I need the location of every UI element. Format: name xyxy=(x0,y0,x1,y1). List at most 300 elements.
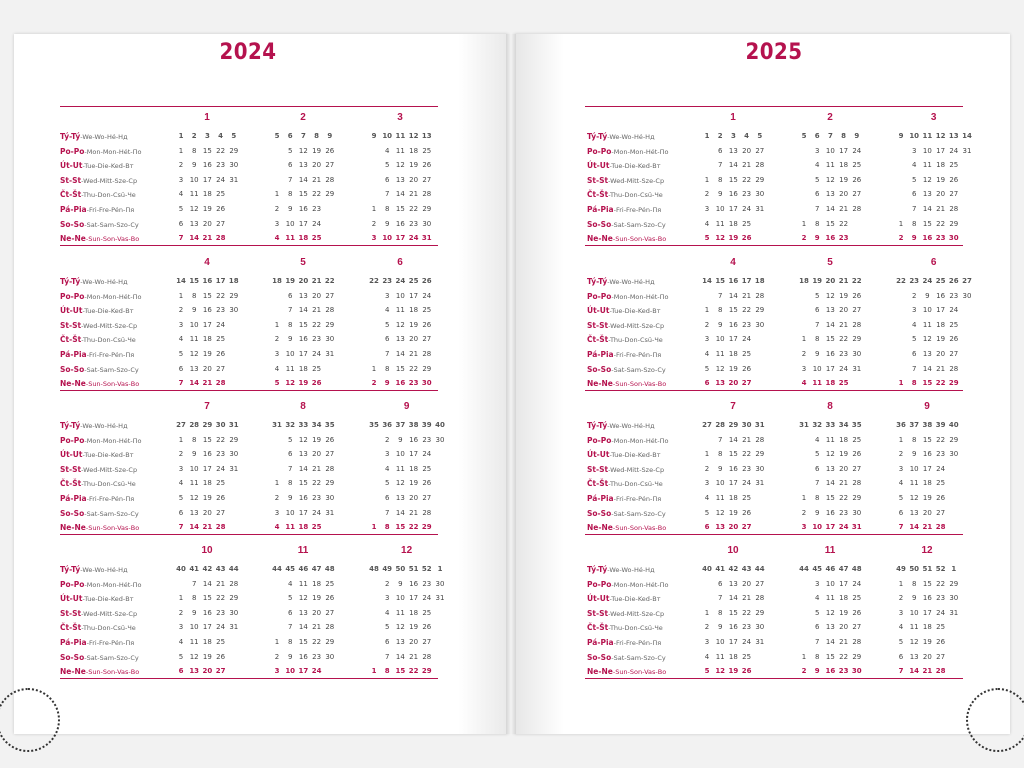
day-number: 2 xyxy=(274,494,280,502)
day-number: 22 xyxy=(936,435,946,444)
weekday-abbr-cz-sk: Pá-Pia xyxy=(587,638,614,647)
day-number: 4 xyxy=(287,579,293,588)
day-number: 24 xyxy=(216,175,226,184)
day-number: 29 xyxy=(949,579,959,588)
day-number: 17 xyxy=(728,638,738,646)
day-number: 30 xyxy=(435,579,445,588)
day-number: 5 xyxy=(704,508,710,517)
weekday-abbr-other: -Sat-Sam-Szo-Сy xyxy=(611,653,666,662)
weekday-abbr-cz-sk: St-St xyxy=(587,464,609,474)
day-number: 19 xyxy=(312,594,322,603)
day-number: 8 xyxy=(717,175,723,184)
day-number: 10 xyxy=(189,623,199,632)
week-number: 9 xyxy=(898,132,904,140)
weekday-abbr-other: -Sun-Son-Vas-Во xyxy=(85,524,140,533)
day-number: 19 xyxy=(409,623,419,632)
day-number: 17 xyxy=(936,306,946,315)
day-number: 7 xyxy=(287,306,293,315)
day-number: 29 xyxy=(852,652,862,661)
day-number: 8 xyxy=(287,190,293,199)
day-number: 26 xyxy=(422,320,432,329)
day-number: 19 xyxy=(728,508,738,517)
day-number: 20 xyxy=(202,219,212,228)
day-number: 14 xyxy=(298,623,308,632)
day-number: 22 xyxy=(742,608,752,617)
month-number: 6 xyxy=(397,257,403,268)
weekday-abbr-cz-sk: Pá-Pia xyxy=(60,494,87,503)
weekday-abbr-cz-sk: Tý-Tý xyxy=(587,421,608,430)
day-number: 9 xyxy=(717,623,723,632)
weekday-abbr-cz-sk: Čt-Št xyxy=(587,190,609,200)
month-3 xyxy=(367,112,433,249)
day-number: 16 xyxy=(922,594,932,603)
weekday-abbr-other: -Mon-Mon-Hét-По xyxy=(84,580,142,589)
weekday-abbr-other: -Mon-Mon-Hét-По xyxy=(84,147,142,156)
day-number: 3 xyxy=(911,146,917,155)
day-number: 19 xyxy=(839,608,849,617)
day-number: 15 xyxy=(298,638,308,646)
month-number: 8 xyxy=(300,401,306,412)
day-number: 10 xyxy=(189,464,199,473)
day-number: 20 xyxy=(742,146,752,155)
month-12 xyxy=(894,545,960,682)
weekday-label xyxy=(60,176,137,185)
year-underline xyxy=(585,106,963,107)
day-number: 24 xyxy=(852,146,862,155)
day-number: 25 xyxy=(742,652,752,661)
day-number: 26 xyxy=(949,335,959,344)
day-number: 11 xyxy=(715,494,725,502)
day-number: 21 xyxy=(936,205,946,213)
weekday-abbr-cz-sk: St-St xyxy=(60,320,82,330)
week-number: 25 xyxy=(935,277,946,285)
day-number: 10 xyxy=(825,579,835,588)
day-number: 7 xyxy=(911,205,917,213)
day-number: 1 xyxy=(178,291,184,300)
week-number: 8 xyxy=(314,132,320,140)
day-number: 7 xyxy=(384,652,390,661)
day-number: 13 xyxy=(189,219,199,228)
day-number: 29 xyxy=(229,435,239,444)
weekday-abbr-cz-sk: Po-Po xyxy=(60,291,85,301)
day-number: 12 xyxy=(395,479,405,488)
day-number: 22 xyxy=(216,146,226,155)
week-number: 8 xyxy=(841,132,847,140)
day-number: 6 xyxy=(287,161,293,170)
day-number: 24 xyxy=(422,291,432,300)
day-number: 13 xyxy=(909,508,919,517)
day-number: 14 xyxy=(922,205,932,213)
day-number: 19 xyxy=(728,667,739,676)
month-7 xyxy=(700,401,766,538)
week-number: 30 xyxy=(741,421,752,429)
day-number: 1 xyxy=(898,219,904,228)
day-number: 5 xyxy=(814,608,820,617)
week-number: 47 xyxy=(311,565,322,573)
day-number: 28 xyxy=(755,291,765,300)
day-number: 27 xyxy=(216,508,226,517)
day-number: 30 xyxy=(325,335,335,344)
day-number: 8 xyxy=(717,450,723,459)
day-number: 27 xyxy=(755,579,765,588)
weekday-label xyxy=(587,365,666,374)
day-number: 25 xyxy=(311,234,322,243)
day-number: 26 xyxy=(852,175,862,184)
day-number: 1 xyxy=(704,306,710,315)
day-number: 16 xyxy=(825,667,836,676)
day-number: 7 xyxy=(898,667,904,676)
day-number: 28 xyxy=(229,579,239,588)
day-number: 17 xyxy=(409,594,419,603)
day-number: 23 xyxy=(936,594,946,603)
day-number: 16 xyxy=(728,190,738,199)
day-number: 31 xyxy=(325,508,335,517)
week-number: 15 xyxy=(189,277,200,285)
day-number: 28 xyxy=(852,205,862,213)
day-number: 4 xyxy=(898,479,904,488)
day-number: 12 xyxy=(189,350,199,358)
day-number: 4 xyxy=(814,161,820,170)
day-number: 29 xyxy=(949,435,959,444)
day-number: 5 xyxy=(814,450,820,459)
weekday-label xyxy=(587,479,663,488)
day-number: 17 xyxy=(936,146,946,155)
day-number: 12 xyxy=(298,594,308,603)
day-number: 16 xyxy=(922,450,932,459)
day-number: 20 xyxy=(936,350,946,358)
day-number: 16 xyxy=(202,450,212,459)
day-number: 25 xyxy=(936,623,946,632)
day-number: 12 xyxy=(189,205,199,213)
weekday-abbr-cz-sk: Tý-Tý xyxy=(60,132,81,141)
weekday-abbr-other: -Wed-Mitt-Sze-Ср xyxy=(81,609,138,618)
week-number: 32 xyxy=(812,421,823,429)
day-number: 17 xyxy=(825,523,836,532)
day-number: 31 xyxy=(755,479,765,488)
week-number: 18 xyxy=(228,277,239,285)
weekday-abbr-other: -Tue-Die-Ked-Вт xyxy=(609,162,661,171)
weekday-abbr-other: -Tue-Die-Ked-Вт xyxy=(609,307,661,316)
day-number: 13 xyxy=(825,464,835,473)
weekday-abbr-cz-sk: So-So xyxy=(60,364,85,374)
day-number: 18 xyxy=(298,523,309,532)
day-number: 27 xyxy=(949,350,959,358)
day-number: 3 xyxy=(178,464,184,473)
day-number: 26 xyxy=(216,350,226,358)
day-number: 11 xyxy=(395,608,405,617)
day-number: 1 xyxy=(371,667,377,676)
day-number: 17 xyxy=(202,175,212,184)
day-number: 1 xyxy=(371,523,377,532)
day-number: 13 xyxy=(715,523,726,532)
day-number: 30 xyxy=(852,508,862,517)
day-number: 14 xyxy=(298,464,308,473)
day-number: 1 xyxy=(274,638,280,646)
weekday-label xyxy=(60,379,139,388)
day-number: 19 xyxy=(728,234,739,243)
day-number: 16 xyxy=(922,234,933,243)
month-number: 4 xyxy=(204,257,210,268)
weekday-abbr-other: -Tue-Die-Ked-Вт xyxy=(82,595,134,604)
day-number: 27 xyxy=(422,638,432,646)
day-number: 14 xyxy=(728,435,738,444)
day-number: 2 xyxy=(371,379,377,388)
day-number: 14 xyxy=(189,234,200,243)
day-number: 31 xyxy=(962,146,972,155)
day-number: 7 xyxy=(717,594,723,603)
day-number: 15 xyxy=(202,146,212,155)
weekday-abbr-other: -Tue-Die-Ked-Вт xyxy=(82,162,134,171)
day-number: 21 xyxy=(839,638,849,646)
day-number: 31 xyxy=(421,234,432,243)
day-number: 3 xyxy=(384,594,390,603)
weekday-abbr-cz-sk: Po-Po xyxy=(60,146,85,156)
weekday-abbr-cz-sk: Út-Ut xyxy=(60,161,83,171)
day-number: 22 xyxy=(839,494,849,502)
day-number: 5 xyxy=(384,161,390,170)
day-number: 12 xyxy=(395,161,405,170)
day-number: 24 xyxy=(216,464,226,473)
day-number: 3 xyxy=(814,146,820,155)
day-number: 5 xyxy=(704,667,710,676)
day-number: 31 xyxy=(755,638,765,646)
week-number: 7 xyxy=(827,132,833,140)
day-number: 19 xyxy=(298,379,309,388)
day-number: 7 xyxy=(814,638,820,646)
day-number: 17 xyxy=(839,579,849,588)
day-number: 21 xyxy=(922,667,933,676)
weekday-abbr-other: -Thu-Don-Csü-Че xyxy=(608,336,663,345)
day-number: 4 xyxy=(911,320,917,329)
day-number: 16 xyxy=(936,291,946,300)
day-number: 25 xyxy=(216,479,226,488)
day-number: 15 xyxy=(395,523,406,532)
day-number: 19 xyxy=(839,450,849,459)
day-number: 3 xyxy=(911,306,917,315)
day-number: 25 xyxy=(325,579,335,588)
day-number: 7 xyxy=(717,161,723,170)
day-number: 8 xyxy=(191,435,197,444)
weekday-label xyxy=(60,667,139,676)
weekday-label xyxy=(60,509,139,518)
day-number: 29 xyxy=(229,291,239,300)
weekday-label xyxy=(587,580,669,589)
day-number: 27 xyxy=(325,450,335,459)
day-number: 28 xyxy=(215,234,226,243)
month-5 xyxy=(797,257,863,394)
week-number: 12 xyxy=(408,132,419,140)
weekday-abbr-other: -Fri-Fre-Pén-Пя xyxy=(613,351,662,359)
day-number: 8 xyxy=(717,608,723,617)
day-number: 9 xyxy=(287,652,293,661)
month-number: 2 xyxy=(300,112,306,123)
week-number: 13 xyxy=(421,132,432,140)
day-number: 22 xyxy=(936,579,946,588)
day-number: 21 xyxy=(839,479,849,488)
week-number: 9 xyxy=(371,132,377,140)
day-number: 16 xyxy=(202,306,212,315)
week-number: 26 xyxy=(948,277,959,285)
weekday-abbr-other: -Tue-Die-Ked-Вт xyxy=(609,451,661,460)
day-number: 9 xyxy=(191,608,197,617)
day-number: 13 xyxy=(909,652,919,661)
day-number: 18 xyxy=(409,146,419,155)
day-number: 10 xyxy=(715,479,725,488)
week-number: 11 xyxy=(922,132,933,140)
day-number: 30 xyxy=(229,306,239,315)
weekday-label xyxy=(60,292,142,301)
day-number: 24 xyxy=(216,623,226,632)
day-number: 18 xyxy=(409,464,419,473)
day-number: 14 xyxy=(298,175,308,184)
day-number: 3 xyxy=(178,623,184,632)
weekday-label xyxy=(60,277,128,286)
week-number: 37 xyxy=(395,421,406,429)
day-number: 17 xyxy=(202,464,212,473)
week-number: 33 xyxy=(298,421,309,429)
day-number: 7 xyxy=(814,205,820,213)
day-number: 26 xyxy=(325,435,335,444)
week-number: 12 xyxy=(935,132,946,140)
weekday-abbr-cz-sk: St-St xyxy=(60,608,82,618)
day-number: 26 xyxy=(216,652,226,661)
day-number: 4 xyxy=(178,190,184,199)
day-number: 30 xyxy=(755,190,765,199)
weekday-abbr-cz-sk: Ne-Ne xyxy=(60,667,86,677)
day-number: 26 xyxy=(852,608,862,617)
year-underline xyxy=(60,106,438,107)
day-number: 2 xyxy=(911,291,917,300)
day-number: 8 xyxy=(384,667,390,676)
day-number: 25 xyxy=(311,523,322,532)
day-number: 20 xyxy=(936,190,946,199)
month-number: 7 xyxy=(730,401,736,412)
day-number: 9 xyxy=(717,190,723,199)
day-number: 10 xyxy=(395,291,405,300)
day-number: 8 xyxy=(191,291,197,300)
day-number: 8 xyxy=(191,594,197,603)
day-number: 23 xyxy=(422,435,432,444)
weekday-abbr-cz-sk: Čt-Št xyxy=(587,479,609,489)
day-number: 6 xyxy=(287,450,293,459)
day-number: 25 xyxy=(742,494,752,502)
day-number: 15 xyxy=(728,306,738,315)
day-number: 27 xyxy=(741,379,752,388)
day-number: 25 xyxy=(422,464,432,473)
weekday-label xyxy=(587,509,666,518)
week-number: 6 xyxy=(814,132,820,140)
day-number: 12 xyxy=(922,335,932,344)
week-number: 39 xyxy=(421,421,432,429)
day-number: 26 xyxy=(852,291,862,300)
year-title-right: 2025 xyxy=(745,40,803,65)
month-4 xyxy=(700,257,766,394)
week-number: 31 xyxy=(228,421,239,429)
weekday-label xyxy=(60,638,134,647)
day-number: 15 xyxy=(728,608,738,617)
week-number: 44 xyxy=(754,565,765,573)
day-number: 14 xyxy=(395,652,405,661)
day-number: 6 xyxy=(384,638,390,646)
day-number: 28 xyxy=(215,523,226,532)
day-number: 1 xyxy=(801,494,807,502)
week-number: 42 xyxy=(728,565,739,573)
day-number: 19 xyxy=(936,175,946,184)
day-number: 8 xyxy=(814,494,820,502)
weekday-abbr-other: -Sun-Son-Vas-Во xyxy=(85,380,140,389)
day-number: 2 xyxy=(704,320,710,329)
day-number: 7 xyxy=(178,379,184,388)
day-number: 6 xyxy=(814,306,820,315)
day-number: 22 xyxy=(742,306,752,315)
month-8 xyxy=(797,401,863,538)
book-gutter xyxy=(506,34,516,734)
day-number: 2 xyxy=(384,435,390,444)
day-number: 5 xyxy=(178,205,184,213)
day-number: 2 xyxy=(898,594,904,603)
day-number: 2 xyxy=(898,234,904,243)
weekday-abbr-cz-sk: Ne-Ne xyxy=(60,234,86,244)
weekday-label xyxy=(587,161,660,170)
day-number: 4 xyxy=(384,306,390,315)
week-number: 35 xyxy=(851,421,862,429)
day-number: 14 xyxy=(395,508,405,517)
day-number: 5 xyxy=(274,379,280,388)
weekday-abbr-other: -Fri-Fre-Pén-Пя xyxy=(86,206,135,214)
day-number: 24 xyxy=(838,523,849,532)
day-number: 22 xyxy=(312,190,322,199)
week-number: 45 xyxy=(812,565,823,573)
day-number: 2 xyxy=(178,306,184,315)
weekday-abbr-cz-sk: Ne-Ne xyxy=(587,523,613,533)
weekday-abbr-cz-sk: Út-Ut xyxy=(60,450,83,460)
weekday-abbr-cz-sk: Po-Po xyxy=(587,435,612,445)
week-number: 44 xyxy=(228,565,239,573)
day-number: 24 xyxy=(839,364,849,373)
weekday-abbr-cz-sk: Tý-Tý xyxy=(587,277,608,286)
day-number: 5 xyxy=(814,291,820,300)
week-number: 23 xyxy=(382,277,393,285)
weekday-label xyxy=(587,306,660,315)
day-number: 10 xyxy=(715,638,725,646)
day-number: 7 xyxy=(287,623,293,632)
day-number: 26 xyxy=(852,450,862,459)
week-number: 29 xyxy=(202,421,213,429)
day-number: 10 xyxy=(909,608,919,617)
day-number: 30 xyxy=(949,594,959,603)
weekday-abbr-cz-sk: Po-Po xyxy=(60,579,85,589)
weekday-abbr-cz-sk: Tý-Tý xyxy=(60,565,81,574)
day-number: 23 xyxy=(408,379,419,388)
weekday-abbr-other: -Wed-Mitt-Sze-Ср xyxy=(81,465,138,474)
day-number: 31 xyxy=(229,175,239,184)
day-number: 19 xyxy=(839,175,849,184)
weekday-abbr-cz-sk: So-So xyxy=(60,508,85,518)
day-number: 26 xyxy=(216,494,226,502)
weekday-abbr-other: -Thu-Don-Csü-Че xyxy=(81,480,136,489)
weekday-abbr-cz-sk: Po-Po xyxy=(587,579,612,589)
day-number: 27 xyxy=(852,623,862,632)
day-number: 23 xyxy=(742,464,752,473)
day-number: 5 xyxy=(287,146,293,155)
day-number: 9 xyxy=(814,667,820,676)
day-number: 5 xyxy=(898,638,904,646)
day-number: 17 xyxy=(298,508,308,517)
week-number: 44 xyxy=(799,565,809,573)
day-number: 30 xyxy=(755,320,765,329)
month-5 xyxy=(270,257,336,394)
month-11 xyxy=(797,545,863,682)
